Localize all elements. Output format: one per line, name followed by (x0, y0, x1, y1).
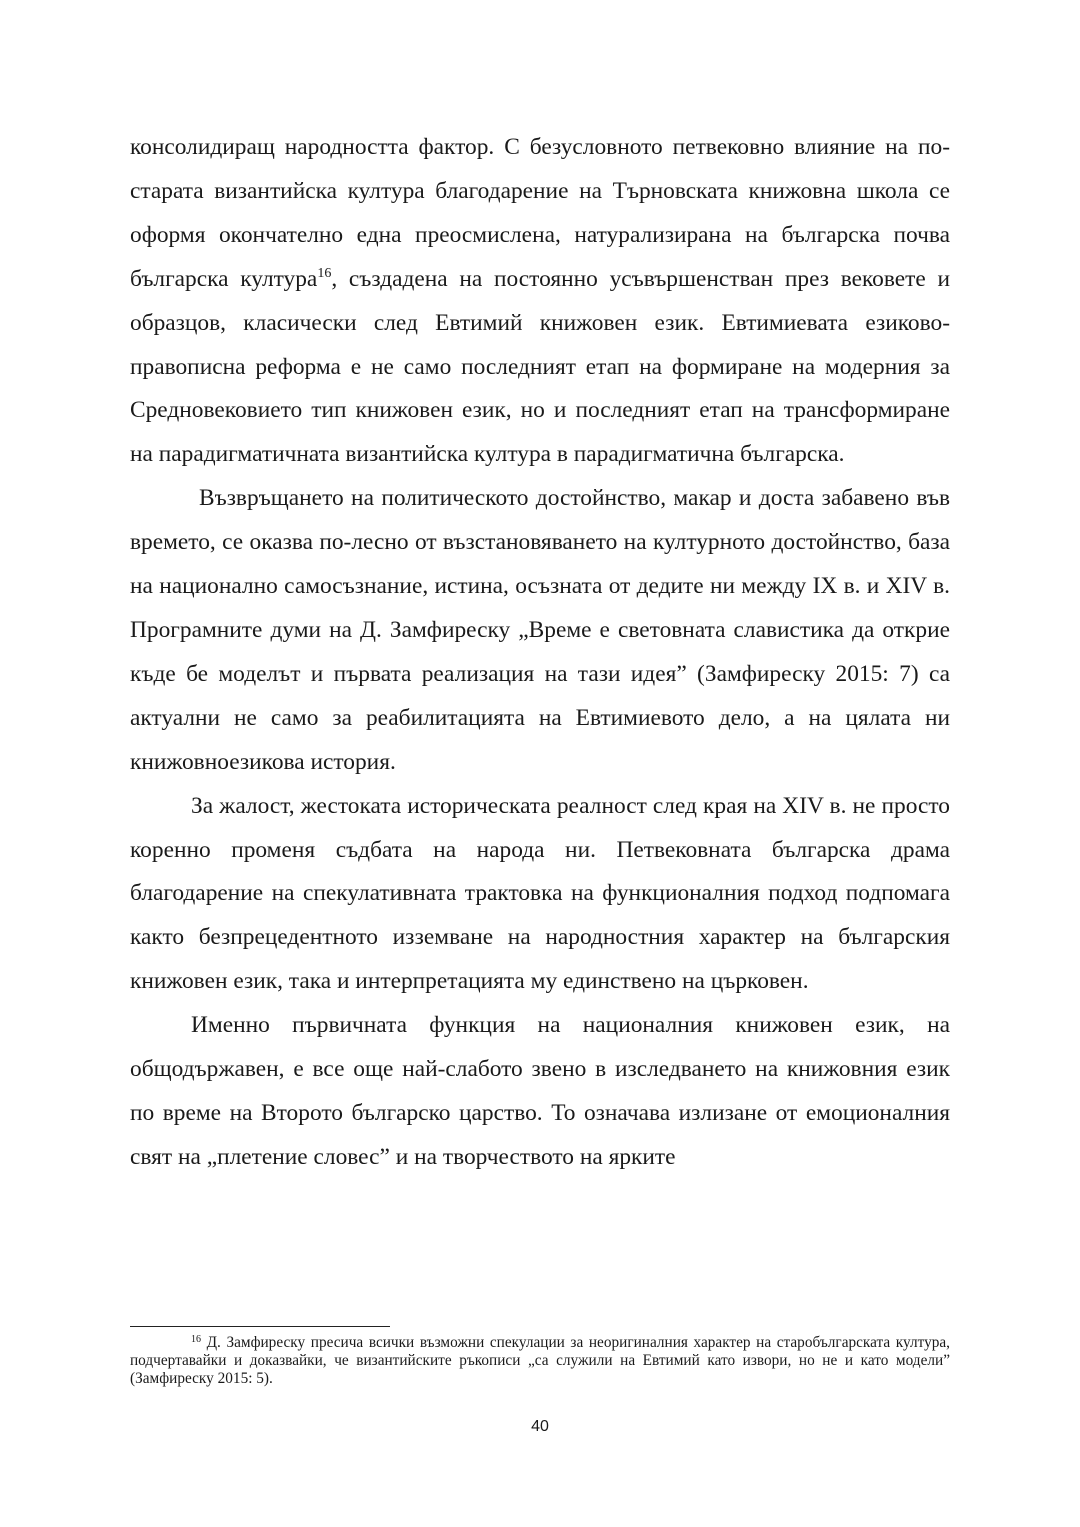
paragraph-4: Именно първичната функция на националния книжовен език, на общодържавен, е все още най-слабото звено в изследването на книжовния език по време на Второто българско царство. То означава излизане от емоционалния свят на „плетение словес” и на творчеството на ярките (130, 1012, 950, 1170)
page-number: 40 (531, 1418, 549, 1435)
body-text (130, 126, 950, 1180)
footnote-16 (130, 1334, 950, 1388)
footnote-marker: 16 (191, 1334, 201, 1345)
paragraph-1-text-after-note: , създадена на постоянно усъвършенстван през вековете и образцов, класически след Евтимий книжовен език. Евтимиевата езиково-правописна реформа е не само последният етап на формиране на модерния за Средновековието тип книжовен език, но и последният етап на трансформиране на парадигматичната византийска култура в парадигматична българска. (130, 265, 951, 468)
paragraph-1-text-before-note: консолидиращ народността фактор. С безусловното петвековно влияние на по-старата византийска култура благодарение на Търновската книжовна школа се оформя окончателно една преосмислена, натурализирана на българска почва българска култура (130, 134, 950, 292)
paragraph-3: За жалост, жестоката историческата реалност след края на XIV в. не просто коренно променя съдбата на народа ни. Петвековната българска драма благодарение на спекулативната трактовка на функционалния подход подпомага както безпрецедентното изземване на народностния характер на българския книжовен език, така и интерпретацията му единствено на църковен. (130, 792, 950, 995)
footnote-text: Д. Замфиреску пресича всички възможни спекулации за неоригиналния характер на старобългарската култура, подчертавайки и доказвайки, че византийските ръкописи „са служили на Евтимий като извори, но не и като модели” (Замфиреску 2015: 5). (130, 1334, 950, 1387)
footnote-separator (130, 1326, 390, 1327)
footnote-reference-16[interactable]: 16 (317, 265, 332, 281)
paragraph-1 (130, 126, 950, 477)
paragraph-2: Възвръщането на политическото достойнство, макар и доста забавено във времето, се оказва по-лесно от възстановяването на културното достойнство, база на национално самосъзнание, истина, осъзната от дедите ни между IX в. и XIV в. Програмните думи на Д. Замфиреску „Време е световната славистика да открие къде бе моделът и първата реализация на тази идея” (Замфиреску 2015: 7) са актуални не само за реабилитацията на Евтимиевото дело, а на цялата ни книжовноезикова история. (130, 485, 950, 775)
